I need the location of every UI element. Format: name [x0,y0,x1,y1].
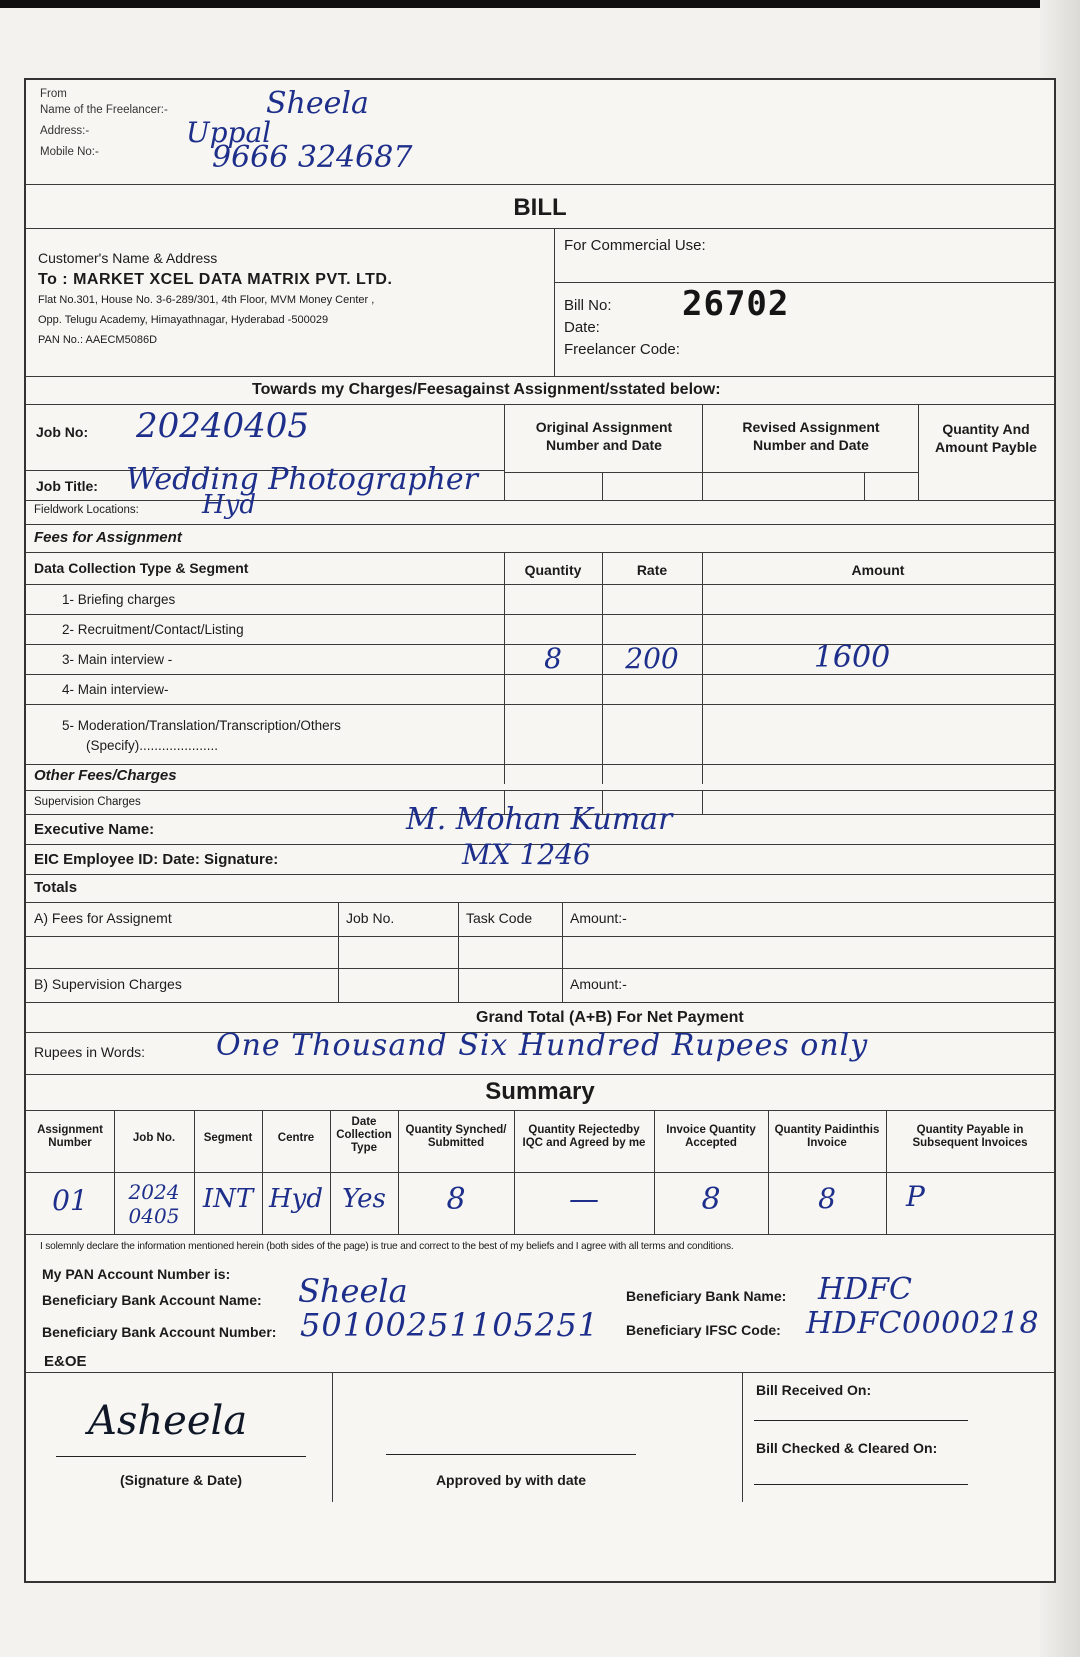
mobile-label: Mobile No:- [40,146,99,158]
original-assignment-header: Original Assignment Number and Date [535,419,673,453]
rule [26,552,1054,553]
summary-header: Invoice Quantity Accepted [666,1124,756,1149]
job-title-label: Job Title: [36,478,98,494]
summary-header: Quantity Paidinthis Invoice [774,1124,880,1149]
fee-row-label: 1- Briefing charges [62,592,176,607]
summary-value: — [569,1182,599,1217]
bill-received-line [754,1420,968,1421]
rule [26,1002,1054,1003]
rule [602,472,603,500]
account-number-label: Beneficiary Bank Account Number: [42,1324,277,1340]
job-no-label: Job No: [36,424,89,440]
bill-form [24,78,1056,1583]
rule [194,1110,195,1234]
summary-header: Quantity Rejectedby IQC and Agreed by me [522,1124,646,1149]
quantity-amount-header: Quantity And Amount Payble [935,421,1037,455]
account-number-value: 50100251105251 [300,1306,600,1344]
executive-value: M. Mohan Kumar [406,802,673,837]
rule [504,472,918,473]
totals-job-no-label: Job No. [346,910,395,926]
bank-name-value: HDFC [818,1272,912,1307]
signature-value: Asheela [88,1398,248,1444]
towards-line: Towards my Charges/Feesagainst Assignment/sstated below: [252,381,721,398]
rule [26,1172,1054,1173]
quantity-header: Quantity [524,562,582,578]
rule [26,902,1054,903]
customer-to: To : MARKET XCEL DATA MATRIX PVT. LTD. [38,271,393,288]
rule [504,404,505,500]
rupees-label: Rupees in Words: [34,1044,146,1060]
fee-row-label-specify: (Specify)..................... [86,738,219,753]
ifsc-value: HDFC0000218 [806,1306,1040,1341]
bank-name-label: Beneficiary Bank Name: [626,1288,787,1304]
rule [562,902,563,1002]
summary-value: 2024 0405 [128,1180,180,1228]
bill-checked-line [754,1484,968,1485]
rule [262,1110,263,1234]
rule [554,282,1054,283]
rule [554,228,555,376]
totals-task-code-label: Task Code [466,910,533,926]
totals-amount-b-label: Amount:- [570,976,627,992]
customer-label: Customer's Name & Address [38,250,218,266]
fees-section-label: Fees for Assignment [34,529,182,546]
totals-fees-label: A) Fees for Assignemt [34,910,172,926]
pan-label: My PAN Account Number is: [42,1266,231,1282]
rule [702,404,703,500]
bill-no-value: 26702 [682,284,790,324]
fee-row-label: 2- Recruitment/Contact/Listing [62,622,244,637]
supervision-label: Supervision Charges [34,796,141,808]
summary-value: 01 [52,1184,88,1217]
customer-address-2: Opp. Telugu Academy, Himayathnagar, Hyderabad -500029 [38,314,329,326]
freelancer-name-value: Sheela [266,86,369,121]
rule [742,1372,743,1502]
fee-row-label: 5- Moderation/Translation/Transcription/Others [62,718,341,733]
rupees-value: One Thousand Six Hundred Rupees only [216,1028,869,1063]
rate-header: Rate [636,562,668,578]
bill-checked-label: Bill Checked & Cleared On: [756,1440,938,1456]
grand-total-label: Grand Total (A+B) For Net Payment [476,1009,744,1026]
account-name-value: Sheela [298,1272,408,1310]
eic-label: EIC Employee ID: Date: Signature: [34,851,279,868]
rule [26,1110,1054,1111]
address-value: Uppal [186,116,272,149]
summary-header: Job No. [132,1132,176,1144]
rule [458,902,459,1002]
freelancer-name-label: Name of the Freelancer:- [40,104,168,116]
summary-value: P [906,1180,925,1213]
totals-amount-a-label: Amount:- [570,910,627,926]
eoe-label: E&OE [44,1353,87,1370]
other-fees-label: Other Fees/Charges [34,767,177,784]
revised-assignment-header: Revised Assignment Number and Date [742,419,880,453]
rule [26,704,1054,705]
customer-address-1: Flat No.301, House No. 3-6-289/301, 4th Floor, MVM Money Center , [38,294,375,306]
bill-title: BILL [513,194,567,221]
rule [338,902,339,1002]
eic-value: MX 1246 [462,838,591,871]
fee-row-rate: 200 [625,642,679,675]
rule [26,228,1054,229]
rule [26,674,1054,675]
account-name-label: Beneficiary Bank Account Name: [42,1292,262,1308]
summary-header: Segment [203,1132,253,1144]
approved-line [386,1454,636,1455]
type-header: Data Collection Type & Segment [34,560,249,576]
totals-label: Totals [34,879,78,896]
fee-row-label: 3- Main interview - [62,652,173,667]
totals-supervision-label: B) Supervision Charges [34,976,182,992]
rule [26,1372,1054,1373]
commercial-label: For Commercial Use: [564,237,706,254]
summary-header: Quantity Payable in Subsequent Invoices [912,1124,1028,1149]
summary-value: 8 [701,1182,721,1217]
fieldwork-label: Fieldwork Locations: [34,504,139,516]
summary-header: Assignment Number [37,1124,103,1149]
rule [26,584,1054,585]
address-label: Address:- [40,125,90,137]
rule [26,764,1054,765]
fieldwork-value: Hyd [202,490,257,520]
fee-row-amount: 1600 [813,640,891,675]
summary-value: 8 [818,1182,836,1215]
rule [864,472,865,500]
signature-label: (Signature & Date) [119,1472,243,1488]
rule [26,968,1054,969]
mobile-value: 9666 324687 [212,140,413,175]
approved-label: Approved by with date [435,1472,587,1488]
from-label: From [40,88,67,100]
photo-top-edge [0,0,1080,8]
summary-title: Summary [485,1078,595,1105]
job-no-value: 20240405 [136,406,310,446]
rule [26,874,1054,875]
customer-pan: PAN No.: AAECM5086D [38,334,158,346]
rule [26,790,1054,791]
signature-line [56,1456,306,1457]
summary-header: Centre [277,1132,315,1144]
bill-no-label: Bill No: [564,297,612,314]
bill-received-label: Bill Received On: [756,1382,872,1398]
job-title-value: Wedding Photographer [126,462,478,497]
ifsc-label: Beneficiary IFSC Code: [626,1322,781,1338]
rule [702,790,703,814]
fee-row-quantity: 8 [544,642,562,675]
rule [26,184,1054,185]
date-label: Date: [564,319,600,336]
rule [26,524,1054,525]
summary-value: Yes [342,1184,386,1214]
rule [26,500,1054,501]
rule [26,376,1054,377]
summary-value: 8 [446,1182,466,1217]
summary-value: Hyd [268,1184,323,1214]
rule [332,1372,333,1502]
summary-header: Date Collection Type [336,1116,392,1154]
freelancer-code-label: Freelancer Code: [564,341,680,358]
amount-header: Amount [851,562,905,578]
rule [26,936,1054,937]
rule [26,614,1054,615]
summary-header: Quantity Synched/ Submitted [405,1124,507,1149]
executive-label: Executive Name: [34,821,155,838]
rule [26,404,1054,405]
rule [26,1074,1054,1075]
declaration: I solemnly declare the information mentioned herein (both sides of the page) is true and correct to the best of my beliefs and I agree with all terms and conditions. [40,1241,734,1252]
rule [26,1234,1054,1235]
summary-value: INT [202,1184,254,1214]
rule [918,404,919,500]
fee-row-label: 4- Main interview- [62,682,169,697]
